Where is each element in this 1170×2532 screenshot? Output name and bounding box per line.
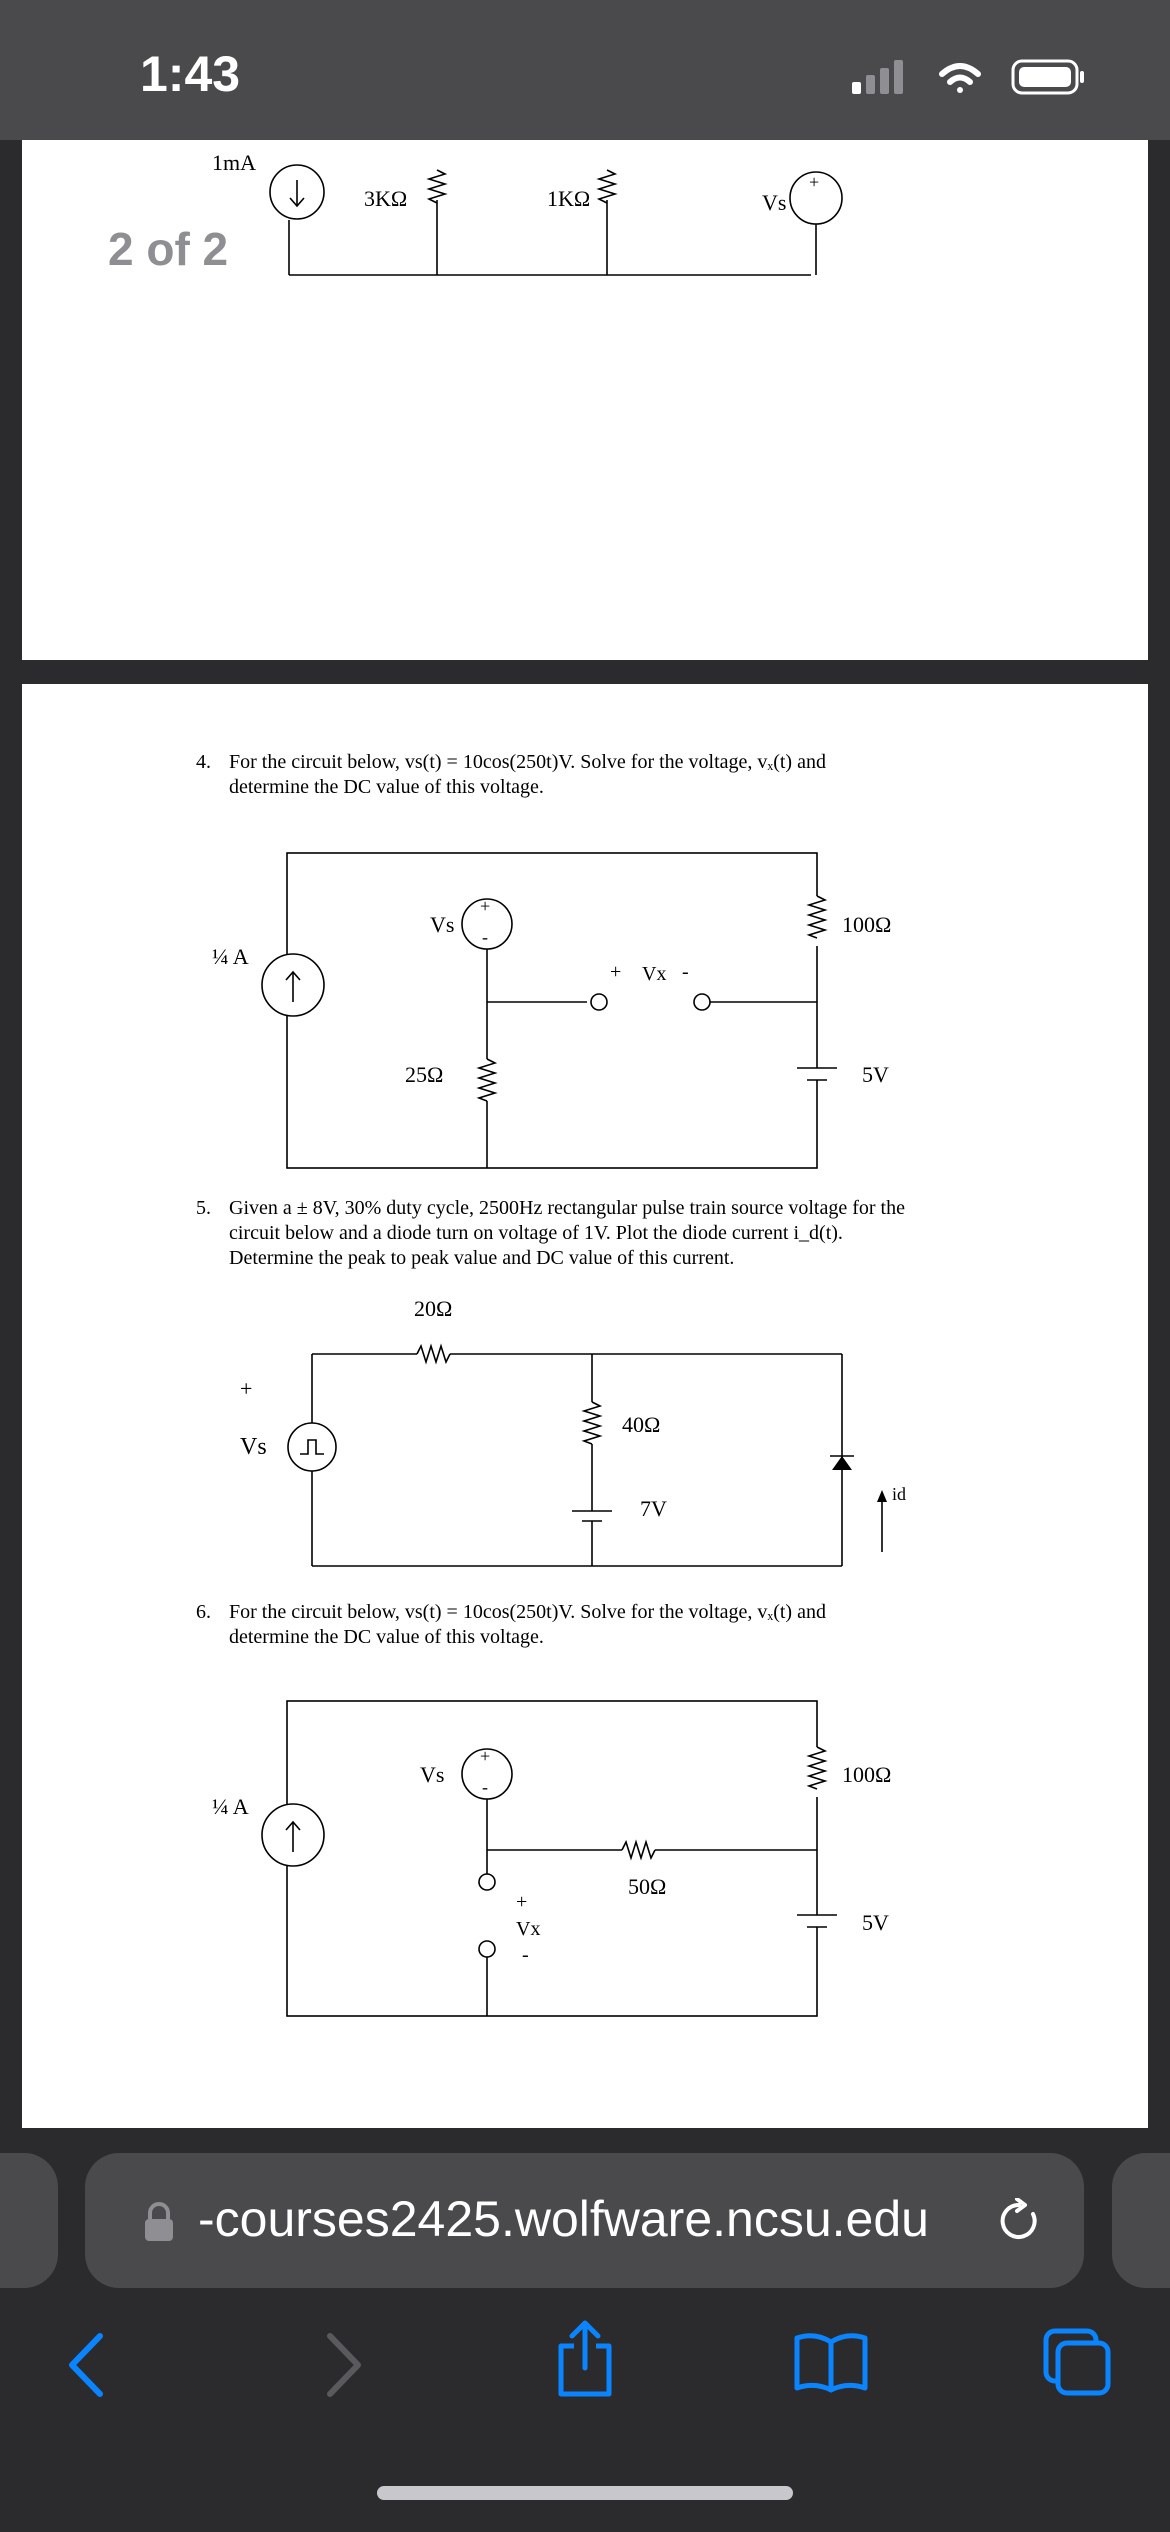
- circuit-q5: [288, 1346, 882, 1566]
- home-indicator: [377, 2486, 793, 2500]
- q4-label-vx-plus: +: [610, 961, 622, 983]
- q4-text-line1: For the circuit below, vs(t) = 10cos(250t)V. Solve for the voltage, vₓ(t) and: [229, 751, 826, 773]
- q5-label-20ohm: 20Ω: [414, 1296, 453, 1321]
- q5-label-40ohm: 40Ω: [622, 1412, 661, 1437]
- page-indicator: 2 of 2: [108, 223, 229, 275]
- cellular-signal-icon: [852, 60, 903, 94]
- q4-text-line2: determine the DC value of this voltage.: [229, 776, 544, 798]
- q6-text-line2: determine the DC value of this voltage.: [229, 1626, 544, 1648]
- q6-label-vx-plus: +: [516, 1891, 528, 1913]
- label-1ma: 1mA: [212, 150, 256, 175]
- q6-text-line1: For the circuit below, vs(t) = 10cos(250t)V. Solve for the voltage, vₓ(t) and: [229, 1601, 826, 1623]
- next-tab-peek[interactable]: [1112, 2153, 1170, 2288]
- q6-label-src-plus: +: [480, 1746, 491, 1766]
- q5-label-vs: Vs: [240, 1434, 267, 1460]
- status-icons: [852, 58, 1092, 98]
- q5-text-line3: Determine the peak to peak value and DC value of this current.: [229, 1247, 735, 1269]
- reload-icon[interactable]: [996, 2198, 1042, 2244]
- q4-label-5v: 5V: [862, 1062, 889, 1087]
- circuit-q4: [262, 853, 837, 1168]
- q5-text-line1: Given a ± 8V, 30% duty cycle, 2500Hz rectangular pulse train source voltage for the: [229, 1197, 905, 1219]
- back-icon[interactable]: [62, 2330, 112, 2400]
- q4-label-vx: Vx: [642, 963, 667, 985]
- q6-label-vx: Vx: [516, 1918, 541, 1940]
- q6-label-vx-minus: -: [522, 1944, 529, 1966]
- tabs-icon[interactable]: [1042, 2327, 1114, 2399]
- q4-label-25ohm: 25Ω: [405, 1062, 444, 1087]
- status-time: 1:43: [140, 46, 241, 102]
- q5-text-line2: circuit below and a diode turn on voltage of 1V. Plot the diode current i_d(t).: [229, 1222, 843, 1244]
- q4-number: 4.: [196, 751, 211, 773]
- url-text[interactable]: -courses2425.wolfware.ncsu.edu: [198, 2191, 929, 2247]
- circuit-diagrams: [22, 684, 1148, 2128]
- prev-tab-peek[interactable]: [0, 2153, 58, 2288]
- q6-label-quarter-amp: ¼ A: [212, 1794, 249, 1819]
- pdf-page-1: [22, 140, 1148, 660]
- q4-label-100ohm: 100Ω: [842, 912, 892, 937]
- q5-label-plus: +: [240, 1376, 253, 1401]
- q4-label-vs: Vs: [430, 912, 455, 937]
- q4-label-quarter-amp: ¼ A: [212, 944, 249, 969]
- share-icon[interactable]: [553, 2318, 617, 2398]
- circuit-q3-fragment: [22, 140, 1148, 660]
- wifi-icon: [942, 66, 978, 93]
- q5-label-7v: 7V: [640, 1496, 667, 1521]
- q5-label-id: id: [892, 1484, 907, 1504]
- label-plus: +: [809, 172, 820, 192]
- q4-label-src-plus: +: [480, 896, 491, 916]
- q6-number: 6.: [196, 1601, 211, 1623]
- q4-label-vx-minus: -: [682, 961, 689, 983]
- circuit-q6: [262, 1701, 837, 2016]
- label-1k: 1KΩ: [547, 186, 591, 211]
- diode-and-arrow: [832, 1456, 887, 1502]
- lock-icon: [143, 2202, 175, 2242]
- pdf-page-2: [22, 684, 1148, 2128]
- q6-label-100ohm: 100Ω: [842, 1762, 892, 1787]
- q6-label-50ohm: 50Ω: [628, 1874, 667, 1899]
- q6-label-src-minus: -: [482, 1777, 488, 1797]
- battery-icon: [1013, 61, 1084, 93]
- q5-number: 5.: [196, 1197, 211, 1219]
- q4-label-src-minus: -: [482, 927, 488, 947]
- label-vs: Vs: [762, 190, 787, 215]
- q6-label-5v: 5V: [862, 1910, 889, 1935]
- label-3k: 3KΩ: [364, 186, 408, 211]
- q6-label-vs: Vs: [420, 1762, 445, 1787]
- bookmarks-icon[interactable]: [793, 2330, 869, 2394]
- forward-icon[interactable]: [318, 2330, 368, 2400]
